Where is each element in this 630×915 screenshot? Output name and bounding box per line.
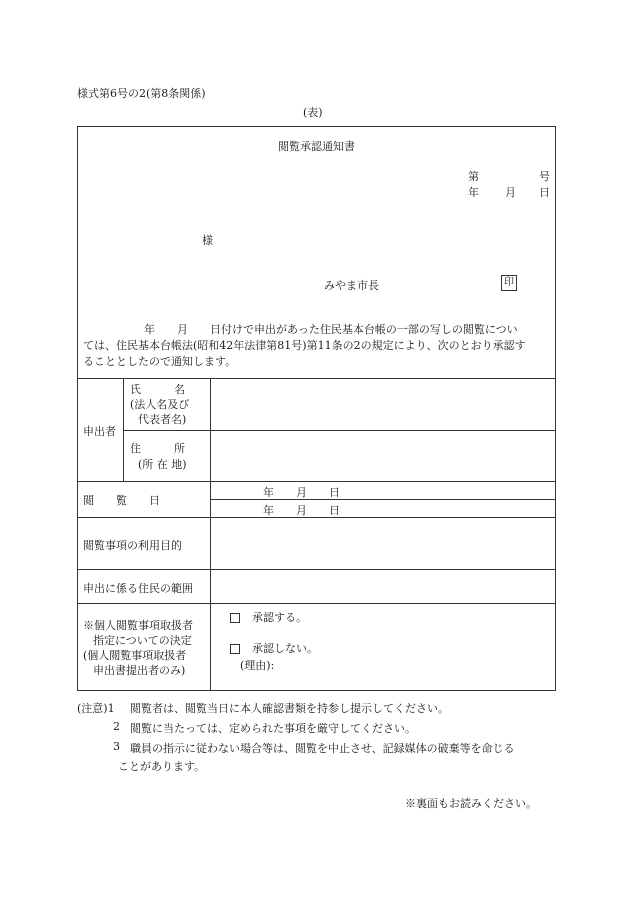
address-label: (所 在 地)	[138, 458, 187, 471]
scope-label: 申出に係る住民の範囲	[83, 582, 193, 595]
divider	[77, 378, 556, 379]
inspection-date-row: 年 月 日	[263, 486, 340, 499]
date-day-label: 日	[539, 186, 550, 199]
checkbox-icon[interactable]	[230, 644, 240, 654]
option-reject-label: 承認しない。	[252, 642, 318, 655]
option-approve[interactable]	[230, 609, 307, 625]
note-text: 職員の指示に従わない場合等は、閲覧を中止させ、記録媒体の破棄等を命じる	[130, 742, 515, 755]
divider	[77, 569, 556, 570]
note-number: 2	[113, 720, 120, 733]
divider	[210, 378, 211, 691]
option-approve-label: 承認する。	[252, 611, 307, 624]
divider	[77, 603, 556, 604]
divider	[77, 481, 556, 482]
number-label-go: 号	[539, 170, 550, 183]
divider	[123, 378, 124, 481]
form-number: 様式第6号の2(第8条関係)	[77, 87, 206, 100]
name-label: (法人名及び	[130, 398, 190, 411]
decision-label: 申出書提出者のみ)	[93, 664, 186, 677]
addressee-suffix: 様	[202, 234, 213, 247]
date-year-label: 年	[468, 186, 479, 199]
decision-label: (個人閲覧事項取扱者	[83, 649, 187, 662]
seal-stamp: 印	[501, 275, 517, 291]
applicant-label: 申出者	[83, 425, 116, 438]
body-text-line: ることとしたので通知します。	[83, 355, 237, 368]
name-label: 代表者名)	[138, 413, 187, 426]
divider	[210, 499, 556, 500]
note-number: 3	[113, 740, 120, 753]
note-text: 閲覧に当たっては、定められた事項を厳守してください。	[130, 722, 416, 735]
document-title: 閲覧承認通知書	[278, 140, 355, 153]
note-text: ことがあります。	[118, 760, 206, 773]
note-text: 閲覧者は、閲覧当日に本人確認書類を持参し提示してください。	[130, 702, 449, 715]
inspection-date-label: 閲 覧 日	[83, 494, 160, 507]
purpose-label: 閲覧事項の利用目的	[83, 539, 182, 552]
name-label: 氏 名	[130, 383, 185, 396]
inspection-date-row: 年 月 日	[263, 504, 340, 517]
decision-label: ※個人閲覧事項取扱者	[83, 619, 193, 632]
checkbox-icon[interactable]	[230, 613, 240, 623]
body-text-line: ては、住民基本台帳法(昭和42年法律第81号)第11条の2の規定により、次のとおり承認す	[83, 339, 526, 352]
number-label-dai: 第	[468, 170, 479, 183]
notes-prefix: (注意)1	[77, 702, 115, 715]
date-month-label: 月	[505, 186, 516, 199]
decision-label: 指定についての決定	[93, 634, 192, 647]
side-label: (表)	[303, 106, 323, 119]
body-text-line: 年 月 日付けで申出があった住民基本台帳の一部の写しの閲覧につい	[144, 323, 518, 336]
footer-note: ※裏面もお読みください。	[405, 797, 537, 810]
issuer-name: みやま市長	[324, 279, 379, 292]
reason-label: (理由):	[240, 659, 275, 672]
option-reject[interactable]	[230, 640, 318, 656]
divider	[123, 430, 556, 431]
address-label: 住 所	[130, 442, 185, 455]
